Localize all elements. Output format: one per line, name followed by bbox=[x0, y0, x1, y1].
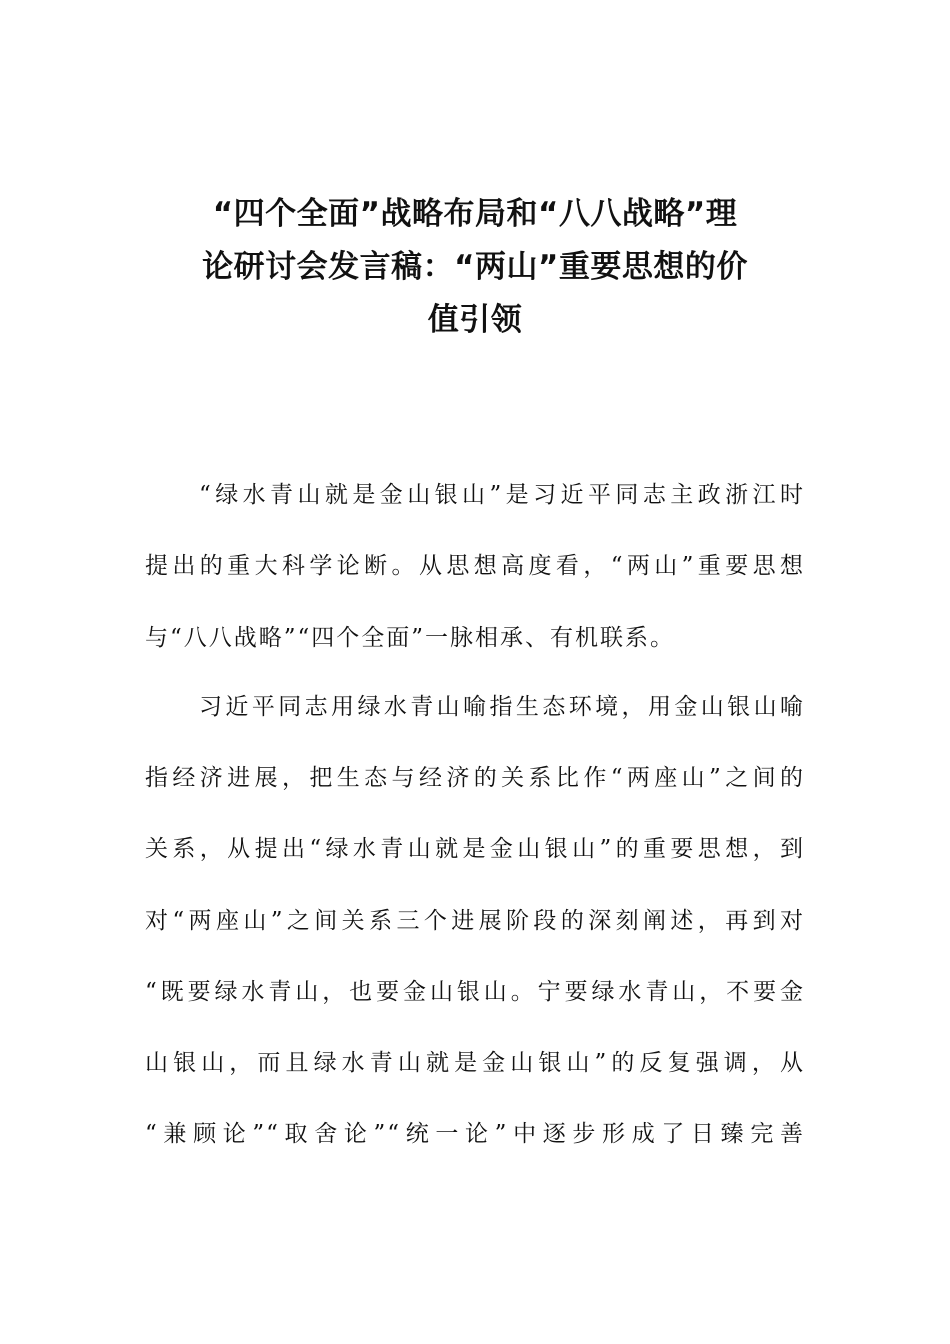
text-line: 与“八八战略”“四个全面”一脉相承、有机联系。 bbox=[145, 625, 676, 651]
text-line: 对“两座山”之间关系三个进展阶段的深刻阐述，再到对 bbox=[145, 908, 805, 934]
text-line: 指经济进展，把生态与经济的关系比作“两座山”之间的 bbox=[145, 765, 805, 791]
text-line: “既要绿水青山，也要金山银山。宁要绿水青山，不要金 bbox=[145, 979, 805, 1005]
text-line: 提出的重大科学论断。从思想高度看，“两山”重要思想 bbox=[145, 553, 805, 579]
document-title bbox=[140, 188, 810, 347]
text-line: 习近平同志用绿水青山喻指生态环境，用金山银山喻 bbox=[199, 694, 805, 720]
title-line: 论研讨会发言稿：“两山”重要思想的价 bbox=[202, 249, 748, 285]
title-line: “四个全面”战略布局和“八八战略”理 bbox=[212, 196, 738, 232]
text-line: “绿水青山就是金山银山”是习近平同志主政浙江时 bbox=[199, 482, 805, 508]
title-line: 值引领 bbox=[427, 302, 523, 338]
text-line: 关系，从提出“绿水青山就是金山银山”的重要思想，到 bbox=[145, 836, 805, 862]
text-line: 山银山，而且绿水青山就是金山银山”的反复强调，从 bbox=[145, 1050, 805, 1076]
text-line: “兼顾论”“取舍论”“统一论”中逐步形成了日臻完善 bbox=[145, 1121, 805, 1147]
